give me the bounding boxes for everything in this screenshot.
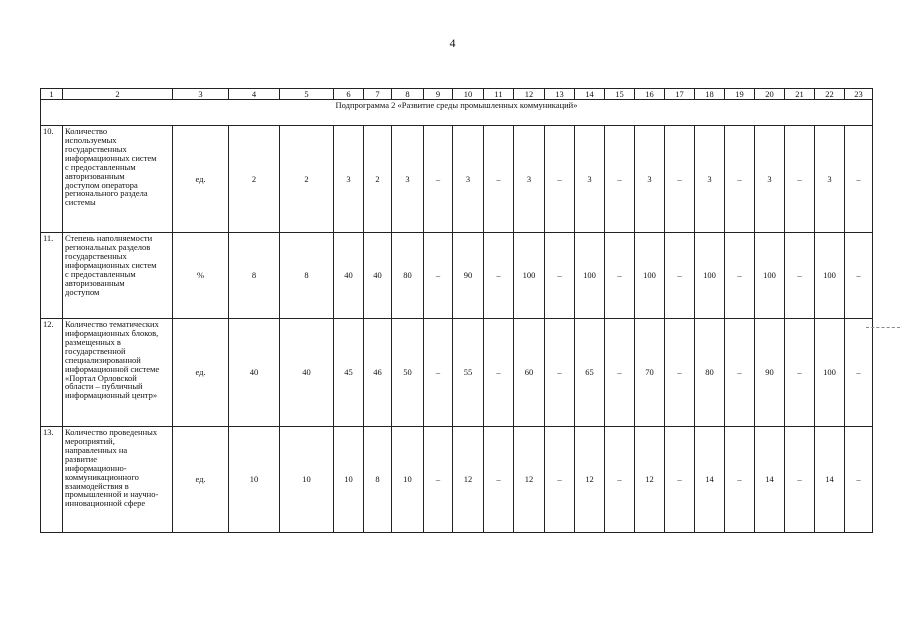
value-cell: – — [484, 233, 514, 319]
value-cell: 10 — [334, 427, 364, 533]
value-cell: 3 — [815, 126, 845, 233]
value-cell: – — [845, 233, 873, 319]
value-cell: 14 — [695, 427, 725, 533]
value-cell: – — [785, 233, 815, 319]
value-cell: 2 — [364, 126, 392, 233]
value-cell: – — [424, 319, 453, 427]
value-cell: 80 — [392, 233, 424, 319]
value-cell: – — [605, 427, 635, 533]
row-number: 13. — [41, 427, 63, 533]
column-number: 20 — [755, 89, 785, 100]
indicators-table — [40, 88, 873, 533]
indicator-name-line: доступом — [65, 286, 100, 297]
indicator-name-line: информационных систем — [65, 152, 157, 163]
indicator-name-line: регионального раздела — [65, 188, 148, 199]
value-cell: 40 — [280, 319, 334, 427]
indicator-name-line: «Портал Орловской — [65, 372, 137, 383]
value-cell: 80 — [695, 319, 725, 427]
indicator-name-line: информационных систем — [65, 259, 157, 270]
value-cell: 10 — [229, 427, 280, 533]
value-cell: 2 — [229, 126, 280, 233]
value-cell: – — [424, 126, 453, 233]
value-cell: 50 — [392, 319, 424, 427]
value-cell: – — [725, 319, 755, 427]
column-number: 15 — [605, 89, 635, 100]
value-cell: – — [845, 427, 873, 533]
indicator-name-line: информационно- — [65, 462, 127, 473]
column-number: 2 — [63, 89, 173, 100]
value-cell: – — [845, 319, 873, 427]
value-cell: – — [545, 233, 575, 319]
indicator-name-line: коммуникационного — [65, 471, 139, 482]
value-cell: – — [484, 319, 514, 427]
indicator-name-line: государственных — [65, 250, 127, 261]
table-row — [41, 233, 873, 319]
value-cell: – — [545, 126, 575, 233]
value-cell: – — [605, 233, 635, 319]
value-cell: 3 — [392, 126, 424, 233]
column-number-row — [41, 89, 873, 100]
indicator-name-line: Количество тематических — [65, 319, 159, 329]
value-cell: 12 — [635, 427, 665, 533]
indicator-name-line: промышленной и научно- — [65, 489, 159, 500]
indicator-name-line: Количество — [65, 126, 108, 136]
value-cell: – — [845, 126, 873, 233]
column-number: 22 — [815, 89, 845, 100]
value-cell: – — [605, 126, 635, 233]
value-cell: 3 — [575, 126, 605, 233]
value-cell: 70 — [635, 319, 665, 427]
value-cell: 46 — [364, 319, 392, 427]
value-cell: 14 — [815, 427, 845, 533]
column-number: 11 — [484, 89, 514, 100]
indicator-name — [63, 319, 173, 427]
indicator-name-line: развитие — [65, 453, 97, 464]
value-cell: – — [484, 427, 514, 533]
table-row — [41, 427, 873, 533]
column-number: 6 — [334, 89, 364, 100]
indicator-name-line: инновационной сфере — [65, 498, 146, 509]
indicator-name-line: с предоставленным — [65, 268, 136, 279]
column-number: 10 — [453, 89, 484, 100]
value-cell: 8 — [229, 233, 280, 319]
subprogram-title: Подпрограмма 2 «Развитие среды промышленных коммуникаций» — [41, 100, 873, 126]
column-number: 18 — [695, 89, 725, 100]
indicator-name-line: направленных на — [65, 444, 128, 455]
value-cell: – — [665, 126, 695, 233]
value-cell: 12 — [514, 427, 545, 533]
value-cell: 3 — [334, 126, 364, 233]
value-cell: – — [484, 126, 514, 233]
table-row — [41, 319, 873, 427]
value-cell: 3 — [695, 126, 725, 233]
indicator-name-line: авторизованным — [65, 170, 125, 181]
indicator-name-line: с предоставленным — [65, 161, 136, 172]
value-cell: 40 — [364, 233, 392, 319]
column-number: 13 — [545, 89, 575, 100]
value-cell: 100 — [755, 233, 785, 319]
value-cell: 100 — [815, 233, 845, 319]
unit-cell: ед. — [173, 319, 229, 427]
value-cell: – — [785, 427, 815, 533]
value-cell: 90 — [453, 233, 484, 319]
column-number: 19 — [725, 89, 755, 100]
value-cell: 3 — [453, 126, 484, 233]
value-cell: – — [665, 427, 695, 533]
value-cell: 8 — [280, 233, 334, 319]
table-row — [41, 126, 873, 233]
value-cell: 100 — [514, 233, 545, 319]
column-number: 14 — [575, 89, 605, 100]
row-number: 11. — [41, 233, 63, 319]
row-number: 10. — [41, 126, 63, 233]
value-cell: – — [785, 126, 815, 233]
indicator-name — [63, 233, 173, 319]
value-cell: – — [725, 427, 755, 533]
value-cell: 65 — [575, 319, 605, 427]
column-number: 4 — [229, 89, 280, 100]
value-cell: 14 — [755, 427, 785, 533]
value-cell: 12 — [453, 427, 484, 533]
indicator-name-line: используемых — [65, 134, 117, 145]
indicator-name-line: Степень наполняемости — [65, 233, 153, 243]
value-cell: 8 — [364, 427, 392, 533]
value-cell: 3 — [755, 126, 785, 233]
value-cell: – — [665, 319, 695, 427]
value-cell: 3 — [514, 126, 545, 233]
value-cell: – — [424, 233, 453, 319]
indicator-name-line: размещенных в — [65, 336, 121, 347]
column-number: 21 — [785, 89, 815, 100]
value-cell: 100 — [695, 233, 725, 319]
value-cell: – — [725, 126, 755, 233]
indicator-name-line: авторизованным — [65, 277, 125, 288]
indicator-name-line: информационный центр» — [65, 390, 158, 401]
value-cell: – — [785, 319, 815, 427]
indicator-name-line: области – публичный — [65, 381, 143, 392]
indicator-name-line: доступом оператора — [65, 179, 138, 190]
value-cell: – — [545, 319, 575, 427]
value-cell: 10 — [392, 427, 424, 533]
indicator-name-line: специализированной — [65, 354, 141, 365]
value-cell: 60 — [514, 319, 545, 427]
unit-cell: % — [173, 233, 229, 319]
value-cell: – — [545, 427, 575, 533]
column-number: 17 — [665, 89, 695, 100]
unit-cell: ед. — [173, 427, 229, 533]
column-number: 9 — [424, 89, 453, 100]
indicator-name-line: государственных — [65, 143, 127, 154]
column-number: 23 — [845, 89, 873, 100]
value-cell: 40 — [229, 319, 280, 427]
value-cell: 45 — [334, 319, 364, 427]
indicator-name-line: государственной — [65, 345, 126, 356]
value-cell: 100 — [815, 319, 845, 427]
value-cell: 100 — [635, 233, 665, 319]
indicator-name-line: информационной системе — [65, 363, 160, 374]
value-cell: 100 — [575, 233, 605, 319]
row-number: 12. — [41, 319, 63, 427]
column-number: 8 — [392, 89, 424, 100]
subprogram-row — [41, 100, 873, 126]
indicator-name-line: региональных разделов — [65, 241, 151, 252]
value-cell: 3 — [635, 126, 665, 233]
value-cell: 10 — [280, 427, 334, 533]
value-cell: 55 — [453, 319, 484, 427]
scan-mark — [866, 327, 900, 329]
value-cell: 90 — [755, 319, 785, 427]
indicator-name-line: мероприятий, — [65, 435, 115, 446]
value-cell: 12 — [575, 427, 605, 533]
value-cell: – — [665, 233, 695, 319]
column-number: 1 — [41, 89, 63, 100]
value-cell: – — [725, 233, 755, 319]
indicator-name-line: взаимодействия в — [65, 480, 129, 491]
column-number: 5 — [280, 89, 334, 100]
column-number: 16 — [635, 89, 665, 100]
indicator-name-line: информационных блоков, — [65, 327, 159, 338]
value-cell: – — [424, 427, 453, 533]
indicator-name-line: Количество проведенных — [65, 427, 158, 437]
column-number: 12 — [514, 89, 545, 100]
unit-cell: ед. — [173, 126, 229, 233]
column-number: 3 — [173, 89, 229, 100]
indicator-name-line: системы — [65, 197, 96, 208]
value-cell: – — [605, 319, 635, 427]
value-cell: 40 — [334, 233, 364, 319]
page-number: 4 — [449, 36, 456, 50]
indicator-name — [63, 427, 173, 533]
column-number: 7 — [364, 89, 392, 100]
indicator-name — [63, 126, 173, 233]
value-cell: 2 — [280, 126, 334, 233]
